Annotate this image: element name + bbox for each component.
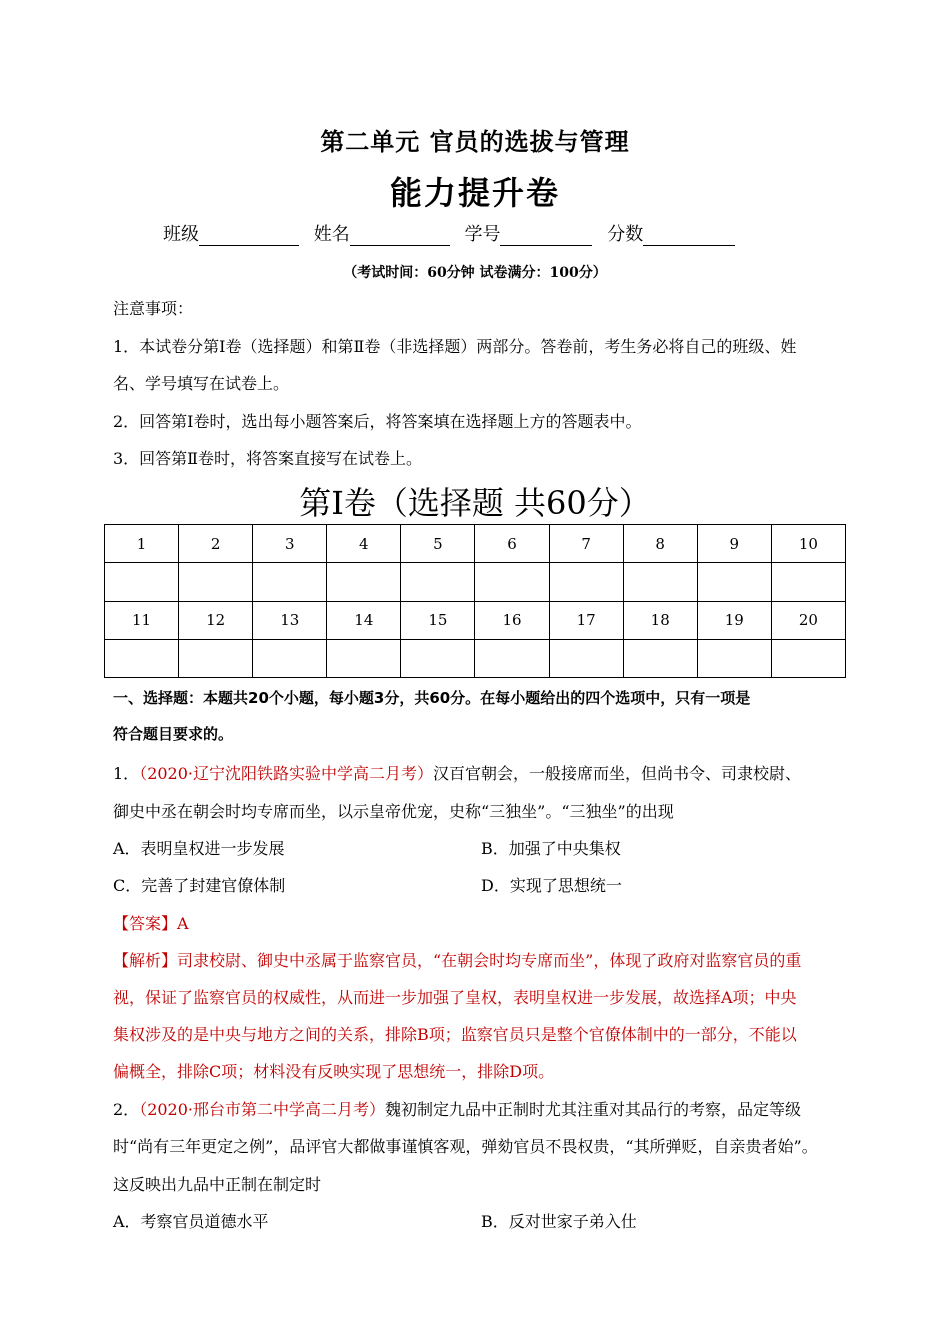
answer-cell[interactable] <box>771 639 845 677</box>
question-1-number: 1． <box>113 764 140 783</box>
question-number-cell: 19 <box>697 601 771 639</box>
question-number-cell: 8 <box>623 525 697 563</box>
question-number-cell: 17 <box>549 601 623 639</box>
answer-cell[interactable] <box>105 639 179 677</box>
question-2-text-a: 魏初制定九品中正制时尤其注重对其品行的考察，品定等级 <box>385 1100 802 1119</box>
question-1-line-a <box>113 761 801 784</box>
question-number-cell: 14 <box>327 601 401 639</box>
question-2-line-b: 时“尚有三年更定之例”，品评官大都做事谨慎客观，弹劾官员不畏权贵，“其所弹贬，自亲贵者始”。 <box>113 1137 818 1156</box>
answer-table-header-row-1 <box>105 525 846 563</box>
answer-cell[interactable] <box>697 563 771 601</box>
answer-cell[interactable] <box>327 563 401 601</box>
question-number-cell: 1 <box>105 525 179 563</box>
question-number-cell: 16 <box>475 601 549 639</box>
question-1-analysis-a: 【解析】司隶校尉、御史中丞属于监察官员，“在朝会时均专席而坐”，体现了政府对监察官员的重 <box>113 951 802 970</box>
exam-time-note: （考试时间：60分钟 试卷满分：100分） <box>343 265 607 281</box>
name-field[interactable] <box>314 220 450 246</box>
instructions-line-a: 一、选择题：本题共20个小题，每小题3分，共60分。在每小题给出的四个选项中，只有一项是 <box>113 689 751 707</box>
question-number-cell: 6 <box>475 525 549 563</box>
answer-table <box>104 524 846 678</box>
answer-cell[interactable] <box>327 639 401 677</box>
answer-cell[interactable] <box>475 639 549 677</box>
score-field[interactable] <box>607 220 735 246</box>
question-number-cell: 7 <box>549 525 623 563</box>
unit-title: 第二单元 官员的选拔与管理 <box>320 128 630 156</box>
answer-cell[interactable] <box>771 563 845 601</box>
answer-cell[interactable] <box>401 563 475 601</box>
question-1-analysis-b: 视，保证了监察官员的权威性，从而进一步加强了皇权，表明皇权进一步发展，故选择A项；中央 <box>113 988 797 1007</box>
name-blank[interactable] <box>350 225 450 246</box>
question-number-cell: 20 <box>771 601 845 639</box>
instructions-line-b: 符合题目要求的。 <box>113 725 234 743</box>
note-3: 3．回答第Ⅱ卷时，将答案直接写在试卷上。 <box>113 449 423 468</box>
score-blank[interactable] <box>643 225 735 246</box>
question-number-cell: 15 <box>401 601 475 639</box>
answer-cell[interactable] <box>475 563 549 601</box>
answer-cell[interactable] <box>179 639 253 677</box>
question-1-answer: 【答案】A <box>113 914 189 933</box>
question-number-cell: 2 <box>179 525 253 563</box>
answer-cell[interactable] <box>697 639 771 677</box>
class-field[interactable] <box>163 220 299 246</box>
note-1a: 1．本试卷分第Ⅰ卷（选择题）和第Ⅱ卷（非选择题）两部分。答卷前，考生务必将自己的班级、姓 <box>113 337 797 356</box>
class-blank[interactable] <box>199 225 299 246</box>
answer-cell[interactable] <box>623 639 697 677</box>
question-1-analysis-d: 偏概全，排除C项；材料没有反映实现了思想统一，排除D项。 <box>113 1062 555 1081</box>
class-label: 班级 <box>163 224 199 245</box>
answer-cell[interactable] <box>623 563 697 601</box>
student-number-blank[interactable] <box>500 225 592 246</box>
notes-heading: 注意事项： <box>113 299 194 318</box>
question-1-source: （2020·辽宁沈阳铁路实验中学高二月考） <box>139 764 433 783</box>
student-info-fields <box>163 220 744 246</box>
answer-table-answer-row-2 <box>105 639 846 677</box>
answer-cell[interactable] <box>105 563 179 601</box>
question-number-cell: 5 <box>401 525 475 563</box>
question-1-analysis-c: 集权涉及的是中央与地方之间的关系，排除B项；监察官员只是整个官僚体制中的一部分，不能以 <box>113 1025 797 1044</box>
student-number-field[interactable] <box>464 220 592 246</box>
question-number-cell: 12 <box>179 601 253 639</box>
note-1b: 名、学号填写在试卷上。 <box>113 374 290 393</box>
section-1-title: 第Ⅰ卷（选择题 共60分） <box>299 484 651 522</box>
question-number-cell: 4 <box>327 525 401 563</box>
question-number-cell: 3 <box>253 525 327 563</box>
question-1-option-a[interactable]: A．表明皇权进一步发展 <box>113 839 285 858</box>
question-2-line-a <box>113 1097 801 1120</box>
answer-cell[interactable] <box>179 563 253 601</box>
question-number-cell: 10 <box>771 525 845 563</box>
question-number-cell: 13 <box>253 601 327 639</box>
answer-cell[interactable] <box>253 639 327 677</box>
student-number-label: 学号 <box>464 224 501 245</box>
question-2-line-c: 这反映出九品中正制在制定时 <box>113 1175 322 1194</box>
answer-cell[interactable] <box>401 639 475 677</box>
name-label: 姓名 <box>313 224 350 245</box>
note-2: 2．回答第Ⅰ卷时，选出每小题答案后，将答案填在选择题上方的答题表中。 <box>113 412 642 431</box>
question-2-number: 2． <box>113 1100 140 1119</box>
answer-cell[interactable] <box>549 639 623 677</box>
question-1-option-c[interactable]: C．完善了封建官僚体制 <box>113 876 286 895</box>
answer-table-answer-row-1 <box>105 563 846 601</box>
answer-cell[interactable] <box>253 563 327 601</box>
question-2-option-b[interactable]: B．反对世家子弟入仕 <box>481 1212 637 1231</box>
score-label: 分数 <box>607 224 644 245</box>
paper-title: 能力提升卷 <box>389 174 560 212</box>
question-1-line-b: 御史中丞在朝会时均专席而坐，以示皇帝优宠，史称“三独坐”。“三独坐”的出现 <box>113 802 674 821</box>
question-2-source: （2020·邢台市第二中学高二月考） <box>139 1100 385 1119</box>
question-number-cell: 18 <box>623 601 697 639</box>
question-number-cell: 11 <box>105 601 179 639</box>
question-number-cell: 9 <box>697 525 771 563</box>
question-1-text-a: 汉百官朝会，一般接席而坐，但尚书令、司隶校尉、 <box>433 764 802 783</box>
answer-table-header-row-2 <box>105 601 846 639</box>
question-1-option-b[interactable]: B．加强了中央集权 <box>481 839 621 858</box>
answer-cell[interactable] <box>549 563 623 601</box>
question-2-option-a[interactable]: A．考察官员道德水平 <box>113 1212 269 1231</box>
question-1-option-d[interactable]: D．实现了思想统一 <box>481 876 622 895</box>
